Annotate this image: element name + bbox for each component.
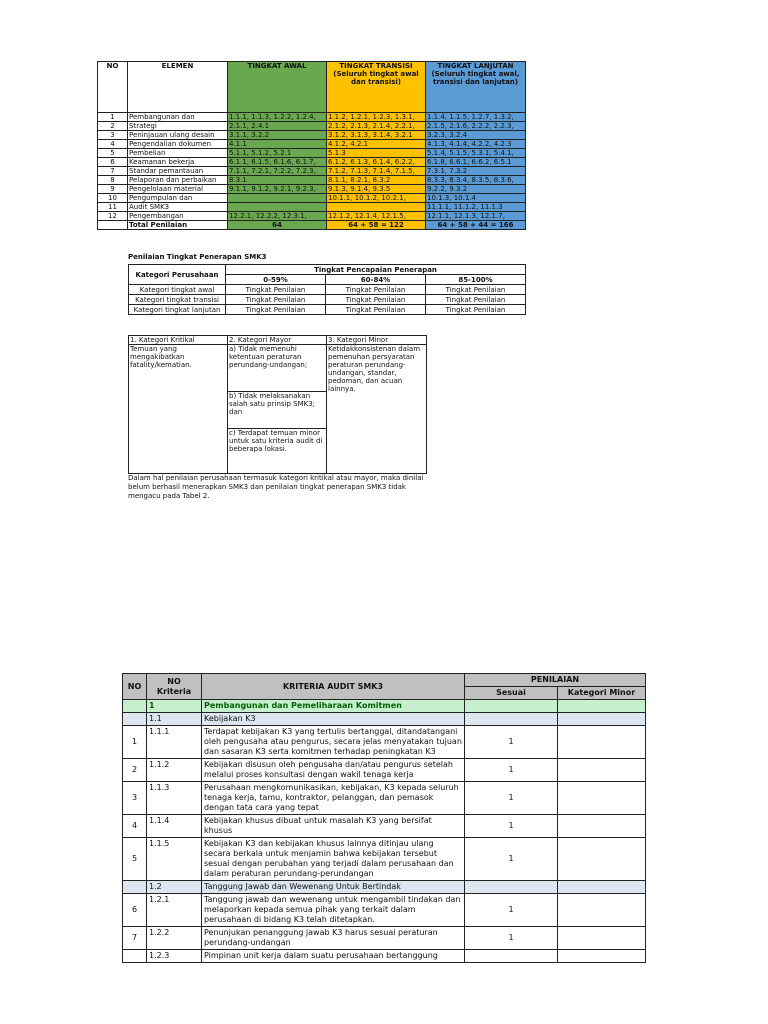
table-row xyxy=(98,203,526,212)
row-kode: 1.1.4 xyxy=(147,815,202,838)
row-elemen: Peninjauan ulang desain xyxy=(128,131,228,140)
row-kode: 1.1.1 xyxy=(147,726,202,759)
row-lanjutan: 10.1.3, 10.1.4 xyxy=(426,194,526,203)
category-note: Dalam hal penilaian perusahaan termasuk kategori kritikal atau mayor, maka dinilai belum berhasil menerapkan SMK3 dan penilaian tingkat penerapan SMK3 tidak mengacu pada Tabel 2. xyxy=(128,474,424,500)
row-elemen: Pengelolaan material xyxy=(128,185,228,194)
table-row xyxy=(129,295,526,305)
row-sesuai: 1 xyxy=(465,894,558,927)
row-awal: 1.1.1, 1.1.3, 1.2.2, 1.2.4, xyxy=(228,113,327,122)
row-elemen: Pembelian xyxy=(128,149,228,158)
row-lanjutan: 1.1.4, 1.1.5, 1.2.7, 1.3.2, xyxy=(426,113,526,122)
cat-mayor-header: 2. Kategori Mayor xyxy=(228,336,327,345)
table-row xyxy=(123,838,646,881)
header-kategori-minor: Kategori Minor xyxy=(558,687,646,700)
row-no: 5 xyxy=(123,838,147,881)
row-no: 2 xyxy=(98,122,128,131)
category-table xyxy=(128,335,427,474)
row-lanjutan: 9.2.2, 9.3.2 xyxy=(426,185,526,194)
cat-kritikal-text: Temuan yang mengakibatkan fatality/kematian. xyxy=(129,345,228,474)
section-no: 1 xyxy=(147,700,202,713)
row-transisi xyxy=(327,203,426,212)
table-row xyxy=(129,305,526,315)
row-kode: 1.1.3 xyxy=(147,782,202,815)
subsection-row xyxy=(123,713,646,726)
row-sesuai xyxy=(465,950,558,963)
row-kode: 1.2.2 xyxy=(147,927,202,950)
row-no: 3 xyxy=(123,782,147,815)
total-row xyxy=(98,221,526,230)
row-no: 4 xyxy=(123,815,147,838)
row-kategori-minor xyxy=(558,927,646,950)
row-no: 3 xyxy=(98,131,128,140)
row-no: 10 xyxy=(98,194,128,203)
cat-mayor-a: a) Tidak memenuhi ketentuan peraturan perundang-undangan; xyxy=(228,345,327,392)
row-kriteria: Penunjukan penanggung jawab K3 harus sesuai peraturan perundang-undangan xyxy=(202,927,465,950)
row-sesuai: 1 xyxy=(465,927,558,950)
col-kategori: Kategori Perusahaan xyxy=(129,265,226,285)
element-level-table xyxy=(97,61,526,230)
range-3: 85-100% xyxy=(426,275,526,285)
row-lanjutan: 4.1.3, 4.1.4, 4.2.2, 4.2.3 xyxy=(426,140,526,149)
cat-minor-header: 3. Kategori Minor xyxy=(327,336,427,345)
header-no: NO xyxy=(123,674,147,700)
row-transisi: 4.1.2, 4.2.1 xyxy=(327,140,426,149)
row-no: 6 xyxy=(123,894,147,927)
row-kode: 1.2.1 xyxy=(147,894,202,927)
row-elemen: Standar pemantauan xyxy=(128,167,228,176)
header-penilaian: PENILAIAN xyxy=(465,674,646,687)
row-awal: 4.1.1 xyxy=(228,140,327,149)
row-no: 8 xyxy=(98,176,128,185)
header-no: NO xyxy=(98,62,128,113)
table-row xyxy=(123,950,646,963)
table-row xyxy=(123,726,646,759)
row-kode: 1.1.5 xyxy=(147,838,202,881)
col-group: Tingkat Pencapaian Penerapan xyxy=(226,265,526,275)
row-no: 1 xyxy=(98,113,128,122)
table-row xyxy=(123,927,646,950)
total-transisi: 64 + 58 = 122 xyxy=(327,221,426,230)
row-transisi: 1.1.2, 1.2.1, 1.2.3, 1.3.1, xyxy=(327,113,426,122)
row-awal: 5.1.1, 5.1.2, 5.2.1 xyxy=(228,149,327,158)
row-penilaian: Tingkat Penilaian xyxy=(426,295,526,305)
row-awal xyxy=(228,203,327,212)
table-row xyxy=(123,894,646,927)
total-lanjutan: 64 + 58 + 44 = 166 xyxy=(426,221,526,230)
row-penilaian: Tingkat Penilaian xyxy=(326,295,426,305)
header-elemen: ELEMEN xyxy=(128,62,228,113)
row-awal: 6.1.1, 6.1.5, 6.1.6, 6.1.7, xyxy=(228,158,327,167)
row-penilaian: Tingkat Penilaian xyxy=(226,305,326,315)
row-sesuai: 1 xyxy=(465,838,558,881)
subsection-row xyxy=(123,881,646,894)
row-kategori-minor xyxy=(558,759,646,782)
row-lanjutan: 7.3.1, 7.3.2 xyxy=(426,167,526,176)
row-transisi: 7.1.2, 7.1.3, 7.1.4, 7.1.5, xyxy=(327,167,426,176)
row-transisi: 12.1.2, 12.1.4, 12.1.5, xyxy=(327,212,426,221)
row-kriteria: Kebijakan khusus dibuat untuk masalah K3 yang bersifat khusus xyxy=(202,815,465,838)
audit-criteria-table xyxy=(122,673,646,963)
row-sesuai: 1 xyxy=(465,815,558,838)
row-elemen: Strategi xyxy=(128,122,228,131)
row-penilaian: Tingkat Penilaian xyxy=(326,285,426,295)
row-awal: 8.3.1 xyxy=(228,176,327,185)
row-kategori-minor xyxy=(558,726,646,759)
row-kriteria: Pimpinan unit kerja dalam suatu perusahaan bertanggung xyxy=(202,950,465,963)
row-transisi: 5.1.3 xyxy=(327,149,426,158)
row-elemen: Pelaporan dan perbaikan xyxy=(128,176,228,185)
row-no: 9 xyxy=(98,185,128,194)
row-lanjutan: 12.1.1, 12.1.3, 12.1.7, xyxy=(426,212,526,221)
table-row xyxy=(98,194,526,203)
subsection-title: Kebijakan K3 xyxy=(202,713,465,726)
row-kategori-minor xyxy=(558,815,646,838)
header-sesuai: Sesuai xyxy=(465,687,558,700)
row-kriteria: Kebijakan disusun oleh pengusaha dan/atau pengurus setelah melalui proses konsultasi dengan wakil tenaga kerja xyxy=(202,759,465,782)
row-awal: 3.1.1, 3.2.2 xyxy=(228,131,327,140)
row-kode: 1.2.3 xyxy=(147,950,202,963)
row-no: 2 xyxy=(123,759,147,782)
table-row xyxy=(123,782,646,815)
cat-mayor-b: b) Tidak melaksanakan salah satu prinsip SMK3; dan xyxy=(228,392,327,429)
cat-kritikal-header: 1. Kategori Kritikal xyxy=(129,336,228,345)
header-tingkat-awal: TINGKAT AWAL xyxy=(228,62,327,113)
row-kategori: Kategori tingkat transisi xyxy=(129,295,226,305)
row-kategori: Kategori tingkat lanjutan xyxy=(129,305,226,315)
row-no: 7 xyxy=(123,927,147,950)
row-kategori-minor xyxy=(558,838,646,881)
row-transisi: 2.1.2, 2.1.3, 2.1.4, 2.2.1, xyxy=(327,122,426,131)
row-no: 7 xyxy=(98,167,128,176)
row-elemen: Pengumpulan dan xyxy=(128,194,228,203)
header-kriteria: KRITERIA AUDIT SMK3 xyxy=(202,674,465,700)
range-2: 60-84% xyxy=(326,275,426,285)
row-kategori-minor xyxy=(558,894,646,927)
row-kriteria: Kebijakan K3 dan kebijakan khusus lainnya ditinjau ulang secara berkala untuk menjamin bahwa kebijakan tersebut sesuai dengan perubahan yang terjadi dalam perusahaan dan dalam peraturan perundang-perundangan xyxy=(202,838,465,881)
row-kategori-minor xyxy=(558,950,646,963)
row-transisi: 9.1.3, 9.1.4, 9.3.5 xyxy=(327,185,426,194)
total-awal: 64 xyxy=(228,221,327,230)
row-kriteria: Terdapat kebijakan K3 yang tertulis bertanggal, ditandatangani oleh pengusaha atau pengurus, secara jelas menyatakan tujuan dan sasaran K3 serta komitmen terhadap peningkatan K3 xyxy=(202,726,465,759)
table-row xyxy=(98,185,526,194)
row-awal xyxy=(228,194,327,203)
row-sesuai: 1 xyxy=(465,782,558,815)
header-tingkat-lanjutan: TINGKAT LANJUTAN (Seluruh tingkat awal, transisi dan lanjutan) xyxy=(426,62,526,113)
table-row xyxy=(98,176,526,185)
row-sesuai: 1 xyxy=(465,759,558,782)
row-no: 11 xyxy=(98,203,128,212)
cat-mayor-c: c) Terdapat temuan minor untuk satu kriteria audit di beberapa lokasi. xyxy=(228,429,327,474)
row-awal: 2.1.1, 2.4.1 xyxy=(228,122,327,131)
row-penilaian: Tingkat Penilaian xyxy=(226,295,326,305)
row-transisi: 8.1.1, 8.2.1, 8.3.2 xyxy=(327,176,426,185)
row-transisi: 6.1.2, 6.1.3, 6.1.4, 6.2.2, xyxy=(327,158,426,167)
row-elemen: Pembangunan dan xyxy=(128,113,228,122)
row-no xyxy=(123,950,147,963)
row-lanjutan: 5.1.4, 5.1.5, 5.3.1, 5.4.1, xyxy=(426,149,526,158)
table-row xyxy=(98,149,526,158)
table-row xyxy=(98,131,526,140)
table2-title: Penilaian Tingkat Penerapan SMK3 xyxy=(128,253,267,261)
row-lanjutan: 11.1.1, 11.1.2, 11.1.3 xyxy=(426,203,526,212)
row-kriteria: Tanggung jawab dan wewenang untuk mengambil tindakan dan melaporkan kepada semua pihak yang terkait dalam perusahaan di bidang K3 telah ditetapkan. xyxy=(202,894,465,927)
row-elemen: Pengembangan xyxy=(128,212,228,221)
subsection-no: 1.1 xyxy=(147,713,202,726)
table-row xyxy=(123,759,646,782)
row-no: 1 xyxy=(123,726,147,759)
row-no: 5 xyxy=(98,149,128,158)
row-lanjutan: 8.3.3, 8.3.4, 8.3.5, 8.3.6, xyxy=(426,176,526,185)
section-row xyxy=(123,700,646,713)
section-title: Pembangunan dan Pemeliharaan Komitmen xyxy=(202,700,465,713)
row-lanjutan: 2.1.5, 2.1.6, 2.2.2, 2.2.3, xyxy=(426,122,526,131)
subsection-title: Tanggung Jawab dan Wewenang Untuk Bertindak xyxy=(202,881,465,894)
row-kode: 1.1.2 xyxy=(147,759,202,782)
table-row xyxy=(129,285,526,295)
table-row xyxy=(98,140,526,149)
row-awal: 9.1.1, 9.1.2, 9.2.1, 9.2.3, xyxy=(228,185,327,194)
row-lanjutan: 3.2.3, 3.2.4 xyxy=(426,131,526,140)
row-penilaian: Tingkat Penilaian xyxy=(226,285,326,295)
row-transisi: 3.1.2, 3.1.3, 3.1.4, 3.2.1 xyxy=(327,131,426,140)
table-row xyxy=(123,815,646,838)
penerapan-table xyxy=(128,264,526,315)
row-no: 4 xyxy=(98,140,128,149)
row-transisi: 10.1.1, 10.1.2, 10.2.1, xyxy=(327,194,426,203)
row-kategori-minor xyxy=(558,782,646,815)
row-elemen: Audit SMK3 xyxy=(128,203,228,212)
row-elemen: Pengendalian dokumen xyxy=(128,140,228,149)
row-awal: 12.2.1, 12.2.2, 12.3.1, xyxy=(228,212,327,221)
total-label: Total Penilaian xyxy=(128,221,228,230)
table-row xyxy=(98,122,526,131)
subsection-no: 1.2 xyxy=(147,881,202,894)
table-row xyxy=(98,113,526,122)
row-no: 12 xyxy=(98,212,128,221)
row-penilaian: Tingkat Penilaian xyxy=(426,305,526,315)
table-row xyxy=(98,212,526,221)
header-tingkat-transisi: TINGKAT TRANSISI (Seluruh tingkat awal dan transisi) xyxy=(327,62,426,113)
row-lanjutan: 6.1.8, 6.6.1, 6.6.2, 6.5.1 xyxy=(426,158,526,167)
row-awal: 7.1.1, 7.2.1, 7.2.2, 7.2.3, xyxy=(228,167,327,176)
cat-minor-text: Ketidakkonsistenan dalam pemenuhan persyaratan peraturan perundang-undangan, standar, pedoman, dan acuan lainnya. xyxy=(327,345,427,474)
row-penilaian: Tingkat Penilaian xyxy=(426,285,526,295)
table-row xyxy=(98,167,526,176)
header-no-kriteria: NO Kriteria xyxy=(147,674,202,700)
row-kategori: Kategori tingkat awal xyxy=(129,285,226,295)
row-elemen: Keamanan bekerja xyxy=(128,158,228,167)
table-row xyxy=(98,158,526,167)
row-no: 6 xyxy=(98,158,128,167)
row-kriteria: Perusahaan mengkomunikasikan, kebijakan, K3 kepada seluruh tenaga kerja, tamu, kontraktor, pelanggan, dan pemasok dengan tata cara yang tepat xyxy=(202,782,465,815)
row-penilaian: Tingkat Penilaian xyxy=(326,305,426,315)
range-1: 0-59% xyxy=(226,275,326,285)
row-sesuai: 1 xyxy=(465,726,558,759)
